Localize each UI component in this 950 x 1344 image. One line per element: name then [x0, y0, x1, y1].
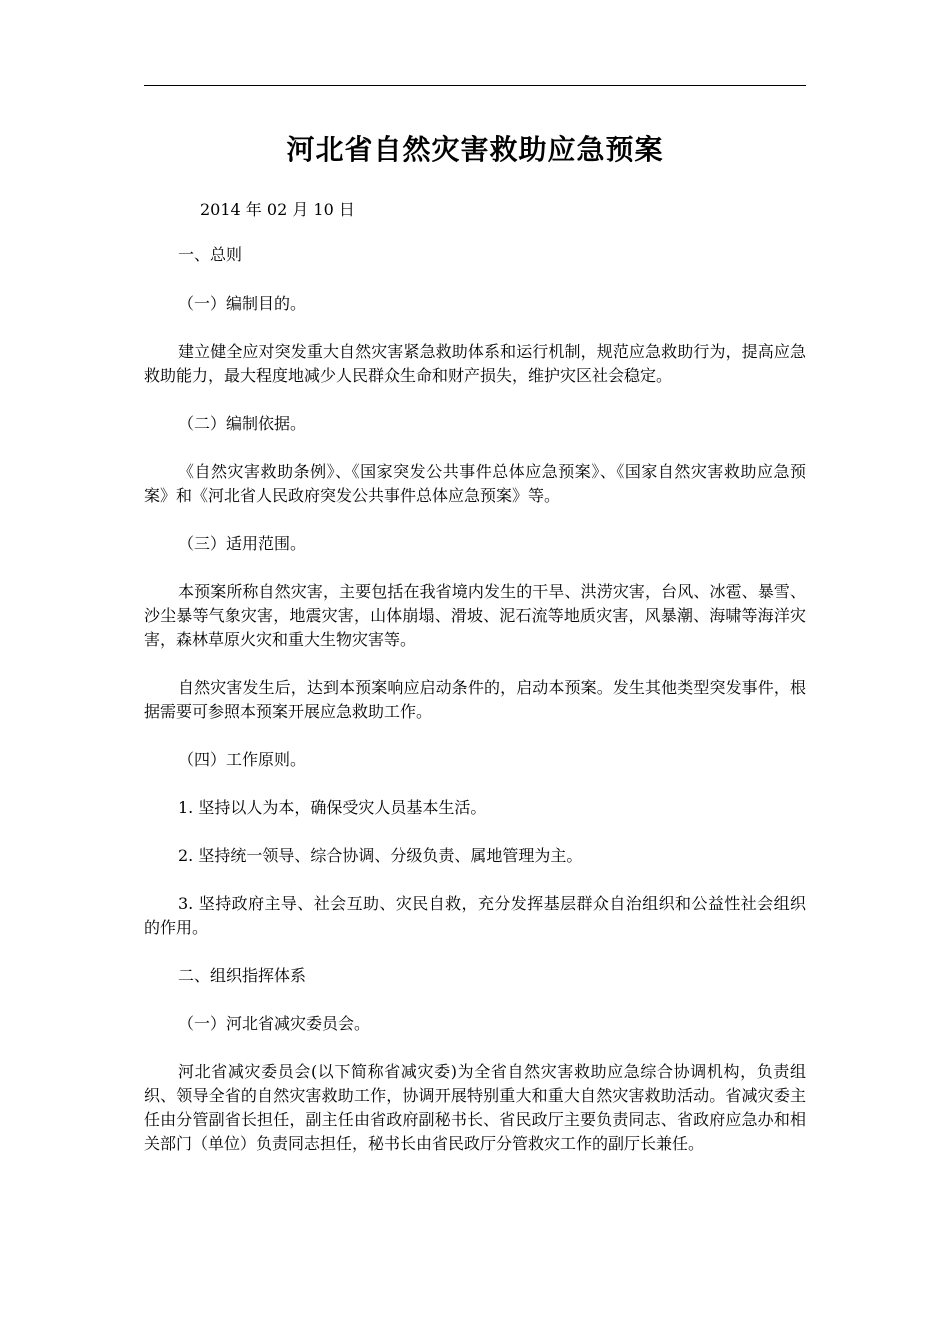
principle-item-1: 1. 坚持以人为本，确保受灾人员基本生活。: [178, 798, 487, 817]
document-title: 河北省自然灾害救助应急预案: [286, 133, 664, 166]
subheading-basis: （二）编制依据。: [178, 414, 307, 433]
section-heading-organization: 二、组织指挥体系: [178, 966, 307, 985]
paragraph-activation: 自然灾害发生后，达到本预案响应启动条件的，启动本预案。发生其他类型突发事件，根据需要可参照本预案开展应急救助工作。: [144, 678, 806, 721]
paragraph-basis: 《自然灾害救助条例》、《国家突发公共事件总体应急预案》、《国家自然灾害救助应急预案》和《河北省人民政府突发公共事件总体应急预案》等。: [144, 462, 806, 505]
subheading-principles: （四）工作原则。: [178, 750, 307, 769]
subheading-purpose: （一）编制目的。: [178, 294, 307, 313]
paragraph-committee: 河北省减灾委员会(以下简称省减灾委)为全省自然灾害救助应急综合协调机构，负责组织、领导全省的自然灾害救助工作，协调开展特别重大和重大自然灾害救助活动。省减灾委主任由分管副省长担任，副主任由省政府副秘书长、省民政厅主要负责同志、省政府应急办和相关部门（单位）负责同志担任，秘书长由省民政厅分管救灾工作的副厅长兼任。: [144, 1062, 806, 1153]
principle-item-2: 2. 坚持统一领导、综合协调、分级负责、属地管理为主。: [178, 846, 583, 865]
section-heading-general: 一、总则: [178, 245, 243, 264]
subheading-committee: （一）河北省减灾委员会。: [178, 1014, 371, 1033]
principle-item-3: 3. 坚持政府主导、社会互助、灾民自救，充分发挥基层群众自治组织和公益性社会组织的作用。: [144, 894, 806, 937]
document-date: 2014 年 02 月 10 日: [200, 200, 355, 219]
paragraph-scope: 本预案所称自然灾害，主要包括在我省境内发生的干旱、洪涝灾害，台风、冰雹、暴雪、沙尘暴等气象灾害，地震灾害，山体崩塌、滑坡、泥石流等地质灾害，风暴潮、海啸等海洋灾害，森林草原火灾和重大生物灾害等。: [144, 582, 806, 649]
subheading-scope: （三）适用范围。: [178, 534, 307, 553]
header-rule: [144, 85, 806, 86]
paragraph-purpose: 建立健全应对突发重大自然灾害紧急救助体系和运行机制，规范应急救助行为，提高应急救助能力，最大程度地减少人民群众生命和财产损失，维护灾区社会稳定。: [144, 342, 806, 385]
